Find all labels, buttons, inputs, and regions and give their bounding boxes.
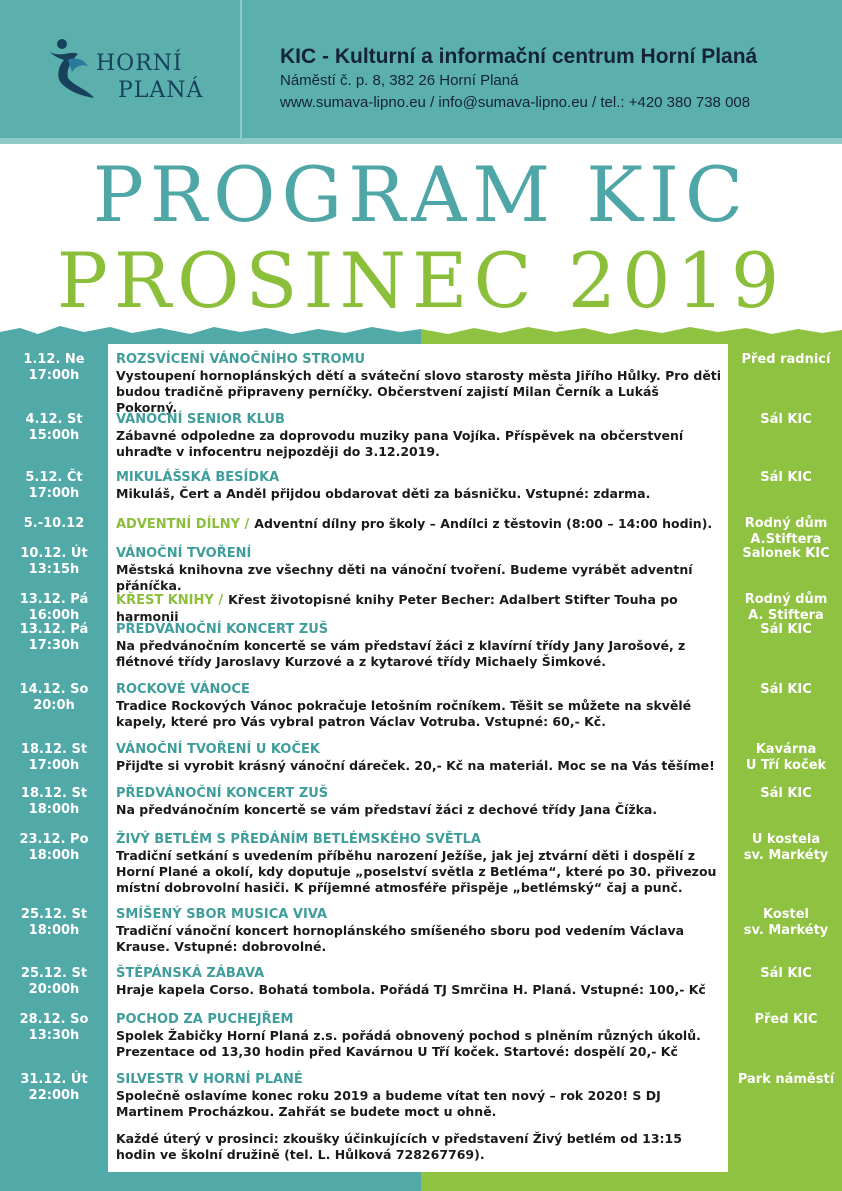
- logo-line2: PLANÁ: [118, 78, 204, 103]
- event-item: [116, 832, 724, 896]
- event-date: [0, 470, 108, 502]
- header-divider: [240, 0, 242, 140]
- event-description: Hraje kapela Corso. Bohatá tombola. Pořádá TJ Smrčina H. Planá. Vstupné: 100,- Kč: [116, 982, 706, 997]
- event-title: SILVESTR V HORNÍ PLANÉ: [116, 1072, 303, 1087]
- event-title: ADVENTNÍ DÍLNY /: [116, 517, 250, 532]
- event-title: ŠTĚPÁNSKÁ ZÁBAVA: [116, 966, 265, 981]
- event-title: VÁNOČNÍ TVOŘENÍ: [116, 546, 252, 561]
- event-place-line1: Kostel: [762, 907, 809, 922]
- event-description: Na předvánočním koncertě se vám představí žáci z dechové třídy Jana Čížka.: [116, 802, 658, 817]
- event-description: Křest životopisné knihy Peter Becher: Adalbert Stifter Touha po harmonii: [116, 592, 678, 624]
- event-place: [730, 470, 842, 486]
- event-item: [116, 352, 724, 416]
- event-place-line1: Sál KIC: [760, 682, 812, 697]
- event-description: Tradiční vánoční koncert hornoplánského smíšeného sboru pod vedením Václava Krause. Vstupné: dobrovolné.: [116, 923, 685, 954]
- event-date: [0, 742, 108, 774]
- event-place: [730, 622, 842, 638]
- event-place: [730, 966, 842, 982]
- event-description: Tradiční setkání s uvedením příběhu narození Ježíše, jak jej ztvární děti i dospělí z Horní Plané a okolí, kdy doputuje „poselství světla z Betléma“, které po 30. přivezou místní dobrovolní hasiči. K příjemné atmosféře přispěje „betlémský“ čaj a punč.: [116, 848, 717, 895]
- event-date: [0, 516, 108, 532]
- event-time: 20:00h: [28, 982, 80, 997]
- event-place: [730, 516, 842, 548]
- event-item: [116, 470, 724, 502]
- event-place-line1: Kavárna: [755, 742, 817, 757]
- event-description: Tradice Rockových Vánoc pokračuje letošním ročníkem. Těšit se můžete na skvělé kapely, které pro Vás vybral patron Václav Votruba. Vstupné: 60,- Kč.: [116, 698, 692, 729]
- logo-line1: HORNÍ: [96, 51, 183, 76]
- event-day: 25.12. St: [20, 966, 88, 981]
- organization-info: [280, 44, 757, 114]
- event-day: 18.12. St: [20, 742, 88, 757]
- event-place-line1: Před radnicí: [741, 352, 831, 367]
- event-day: 5.-10.12: [23, 516, 85, 531]
- event-date: [0, 622, 108, 654]
- event-time: 18:00h: [28, 802, 80, 817]
- logo-wordmark: [96, 50, 203, 104]
- event-time: 17:00h: [28, 486, 80, 501]
- event-description: Spolek Žabičky Horní Planá z.s. pořádá obnovený pochod s plněním různých úkolů. Prezentace od 13,30 hodin před Kavárnou U Tří koček. Startové: dospělí 20,- Kč: [116, 1028, 701, 1059]
- event-item: [116, 592, 724, 625]
- event-place-line1: Rodný dům: [744, 592, 828, 607]
- event-description: Společně oslavíme konec roku 2019 a budeme vítat ten nový – rok 2020! S DJ Martinem Procházkou. Zahřát se budete moct u ohně.: [116, 1088, 661, 1119]
- event-description: Zábavné odpoledne za doprovodu muziky pana Vojíka. Příspěvek na občerstvení uhraďte v infocentru nejpozději do 3.12.2019.: [116, 428, 684, 459]
- event-place: [730, 832, 842, 864]
- event-time: 22:00h: [28, 1088, 80, 1103]
- org-name: KIC - Kulturní a informační centrum Horní Planá: [280, 45, 758, 68]
- org-address: Náměstí č. p. 8, 382 26 Horní Planá: [280, 72, 519, 89]
- event-place: [730, 786, 842, 802]
- event-day: 4.12. St: [25, 412, 83, 427]
- event-day: 13.12. Pá: [19, 622, 89, 637]
- event-date: [0, 352, 108, 384]
- event-title: KŘEST KNIHY /: [116, 593, 224, 608]
- event-time: 15:00h: [28, 428, 80, 443]
- event-day: 14.12. So: [19, 682, 89, 697]
- event-date: [0, 1072, 108, 1104]
- event-place-line1: Sál KIC: [760, 966, 812, 981]
- event-day: 5.12. Čt: [25, 470, 83, 485]
- event-time: 20:0h: [33, 698, 75, 713]
- event-place: [730, 907, 842, 939]
- footer-note: Každé úterý v prosinci: zkoušky účinkujících v představení Živý betlém od 13:15 hodin ve školní družině (tel. L. Hůlková 728267769).: [116, 1131, 682, 1162]
- event-place-line1: Sál KIC: [760, 786, 812, 801]
- event-place: [730, 352, 842, 368]
- event-title: MIKULÁŠSKÁ BESÍDKA: [116, 470, 280, 485]
- event-description: Adventní dílny pro školy – Andílci z těstovin (8:00 – 14:00 hodin).: [254, 516, 713, 531]
- event-description: Mikuláš, Čert a Anděl přijdou obdarovat děti za básničku. Vstupné: zdarma.: [116, 486, 651, 501]
- event-day: 13.12. Pá: [19, 592, 89, 607]
- event-date: [0, 786, 108, 818]
- event-title: VÁNOČNÍ SENIOR KLUB: [116, 412, 285, 427]
- event-item: [116, 742, 724, 774]
- event-title: POCHOD ZA PUCHEJŘEM: [116, 1012, 294, 1027]
- event-place-line1: Před KIC: [754, 1012, 818, 1027]
- event-title: PŘEDVÁNOČNÍ KONCERT ZUŠ: [116, 786, 329, 801]
- event-time: 17:30h: [28, 638, 80, 653]
- event-place-line2: U Tří koček: [745, 758, 827, 773]
- event-item: [116, 412, 724, 460]
- event-day: 31.12. Út: [20, 1072, 88, 1087]
- event-place-line1: U kostela: [751, 832, 821, 847]
- event-day: 1.12. Ne: [23, 352, 85, 367]
- event-description: Přijďte si vyrobit krásný vánoční dáreček. 20,- Kč na materiál. Moc se na Vás těšíme!: [116, 758, 715, 773]
- event-item: [116, 966, 724, 998]
- event-place-line1: Sál KIC: [760, 622, 812, 637]
- event-date: [0, 832, 108, 864]
- event-place: [730, 592, 842, 624]
- event-place-line2: A.Stiftera: [750, 532, 822, 547]
- event-title: ŽIVÝ BETLÉM S PŘEDÁNÍM BETLÉMSKÉHO SVĚTLA: [116, 832, 481, 847]
- event-day: 18.12. St: [20, 786, 88, 801]
- event-place-line1: Sál KIC: [760, 412, 812, 427]
- event-time: 17:00h: [28, 758, 80, 773]
- event-description: Vystoupení hornoplánských dětí a sváteční slovo starosty města Jiřího Hůlky. Pro děti budou tradičně připraveny perníčky. Občerstvení zajistí Milan Černík a Lukáš Pokorný.: [116, 368, 722, 415]
- event-day: 25.12. St: [20, 907, 88, 922]
- event-place-line2: sv. Markéty: [743, 848, 829, 863]
- event-place: [730, 546, 842, 562]
- event-description: Na předvánočním koncertě se vám představí žáci z klavírní třídy Jany Jarošové, z flétnové třídy Jaroslavy Kurzové a z kytarové třídy Michaely Šimkové.: [116, 638, 686, 669]
- event-date: [0, 1012, 108, 1044]
- event-title: VÁNOČNÍ TVOŘENÍ U KOČEK: [116, 742, 320, 757]
- event-place: [730, 412, 842, 428]
- event-time: 16:00h: [28, 608, 80, 623]
- event-place: [730, 742, 842, 774]
- event-place: [730, 1072, 842, 1088]
- title-line1: PROGRAM KIC: [92, 150, 750, 239]
- event-item: [116, 682, 724, 730]
- event-item: [116, 546, 724, 594]
- event-day: 23.12. Po: [19, 832, 89, 847]
- header-bottom-stripe: [0, 138, 842, 144]
- event-date: [0, 546, 108, 578]
- event-description: Městská knihovna zve všechny děti na vánoční tvoření. Budeme vyrábět adventní přáníčka.: [116, 562, 693, 593]
- event-item: [116, 516, 724, 533]
- event-item: [116, 622, 724, 670]
- event-place: [730, 1012, 842, 1028]
- title-line2: PROSINEC 2019: [56, 236, 786, 325]
- event-date: [0, 592, 108, 624]
- event-time: 17:00h: [28, 368, 80, 383]
- event-place-line1: Park náměstí: [737, 1072, 835, 1087]
- event-item: [116, 1072, 724, 1120]
- event-time: 18:00h: [28, 848, 80, 863]
- event-time: 13:30h: [28, 1028, 80, 1043]
- event-title: ROCKOVÉ VÁNOCE: [116, 682, 250, 697]
- event-time: 18:00h: [28, 923, 80, 938]
- event-title: PŘEDVÁNOČNÍ KONCERT ZUŠ: [116, 622, 329, 637]
- event-place-line1: Sál KIC: [760, 470, 812, 485]
- event-date: [0, 966, 108, 998]
- event-title: ROZSVÍCENÍ VÁNOČNÍHO STROMU: [116, 352, 366, 367]
- event-item: [116, 1012, 724, 1060]
- event-place-line2: sv. Markéty: [743, 923, 829, 938]
- event-date: [0, 682, 108, 714]
- event-item: [116, 907, 724, 955]
- event-item: [116, 786, 724, 818]
- event-place-line2: A. Stiftera: [748, 608, 824, 623]
- event-place: [730, 682, 842, 698]
- event-date: [0, 412, 108, 444]
- org-contacts: www.sumava-lipno.eu / info@sumava-lipno.eu / tel.: +420 380 738 008: [280, 94, 751, 111]
- event-place-line1: Salonek KIC: [742, 546, 830, 561]
- event-date: [0, 907, 108, 939]
- event-day: 28.12. So: [19, 1012, 89, 1027]
- event-title: SMÍŠENÝ SBOR MUSICA VIVA: [116, 907, 328, 922]
- event-day: 10.12. Út: [20, 546, 88, 561]
- event-place-line1: Rodný dům: [744, 516, 828, 531]
- event-time: 13:15h: [28, 562, 80, 577]
